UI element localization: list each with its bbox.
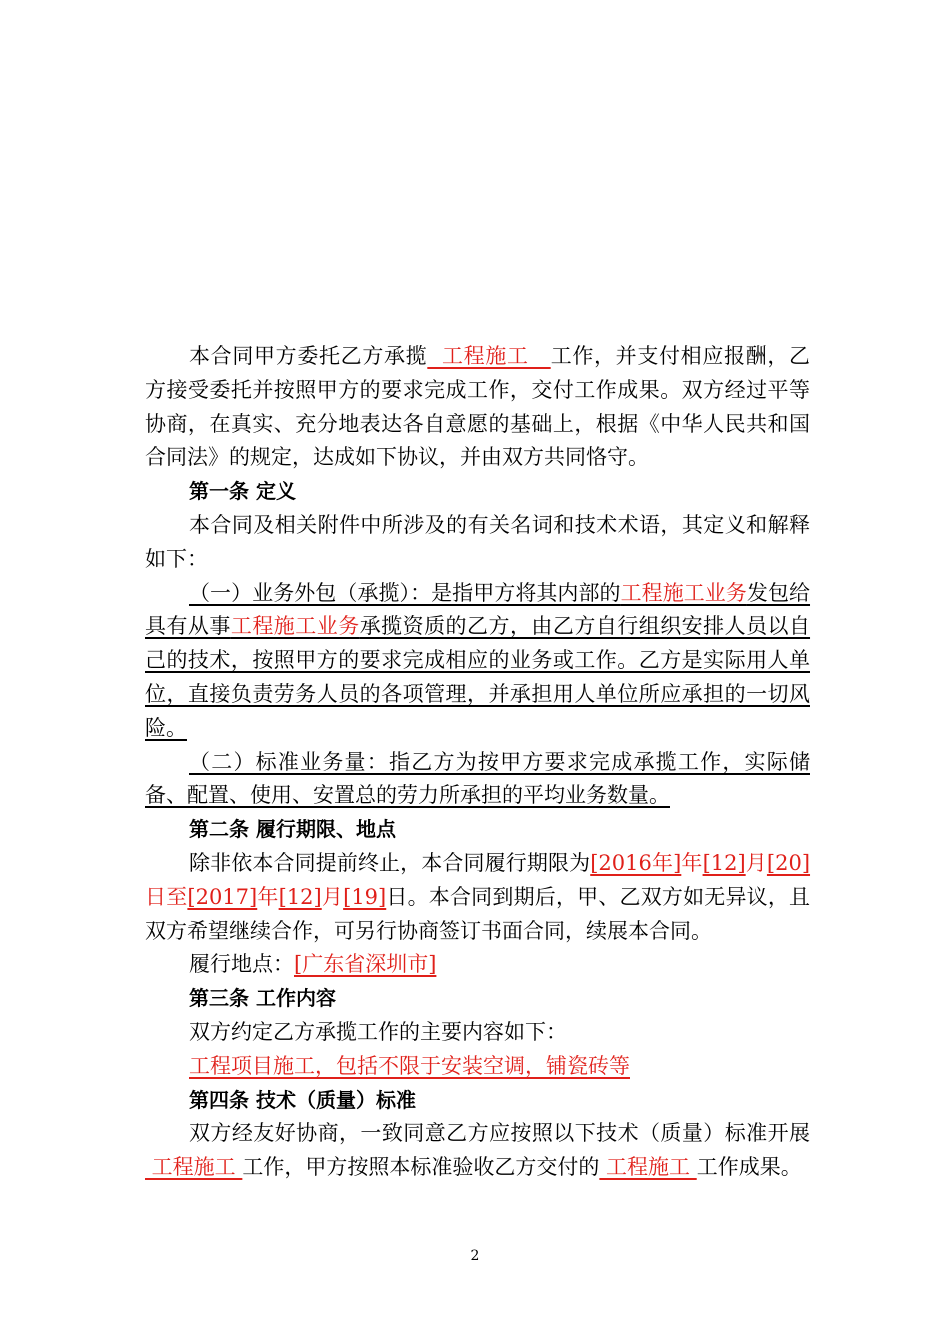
year-unit-1: 年 <box>681 850 703 875</box>
month-unit-2: 月 <box>321 884 344 909</box>
term-text-end: 日。本合同到期后，甲、乙双方如无异议，且双方希望继续合作，可另行协商签订书面合同，续展本合同。 <box>145 884 811 943</box>
article-4-heading: 第四条 技术（质量）标准 <box>189 1087 416 1112</box>
intro-paragraph <box>145 340 810 475</box>
place-label: 履行地点： <box>189 952 294 977</box>
business-field-2: 工程施工业务 <box>230 614 360 639</box>
end-month-field: [12] <box>278 884 322 909</box>
article-3-heading: 第三条 工作内容 <box>189 986 336 1011</box>
standard-text-3: 工作成果。 <box>696 1155 802 1180</box>
definition-text-3: 承揽资质的乙方，由乙方自行组织安排人员以自己的技术，按照甲方的要求完成相应的业务或工作。乙方是实际用人单位，直接负责劳务人员的各项管理，并承担用人单位所应承担的一切风险。 <box>145 614 811 740</box>
standard-text-2: 工作，甲方按照本标准验收乙方交付的 <box>242 1155 600 1180</box>
place-paragraph <box>145 948 810 982</box>
definition-outsourcing <box>145 577 810 746</box>
term-paragraph <box>145 847 810 948</box>
article-3-intro: 双方约定乙方承揽工作的主要内容如下： <box>189 1019 567 1044</box>
end-year-field: [2017] <box>187 884 258 909</box>
standard-paragraph <box>145 1117 810 1185</box>
end-day-field: [19] <box>343 884 387 909</box>
place-value-field: [广东省深圳市] <box>294 952 437 977</box>
definition-text-1: （一）业务外包（承揽）：是指甲方将其内部的 <box>189 580 621 605</box>
definition-standard-volume: （二）标准业务量：指乙方为按甲方要求完成承揽工作，实际储备、配置、使用、安置总的劳力所承担的平均业务数量。 <box>145 749 810 808</box>
work-content-field: 工程项目施工，包括不限于安装空调，铺瓷砖等 <box>189 1053 630 1078</box>
article-2-heading: 第二条 履行期限、地点 <box>189 817 396 842</box>
contract-body <box>145 340 810 1185</box>
day-unit-to: 日至 <box>145 884 188 909</box>
article-1-heading: 第一条 定义 <box>189 479 296 504</box>
article-1-intro: 本合同及相关附件中所涉及的有关名词和技术术语，其定义和解释如下： <box>145 512 810 571</box>
intro-text-2: 工作，并支付相应报酬，乙方接受委托并按照甲方的要求完成工作，交付工作成果。双方经过平等协商，在真实、充分地表达各自意愿的基础上，根据《中华人民共和国合同法》的规定，达成如下协议，并由双方共同恪守。 <box>145 344 810 470</box>
intro-text-1: 本合同甲方委托乙方承揽 <box>189 344 428 368</box>
standard-work-field-2: 工程施工 <box>599 1155 697 1180</box>
year-unit-2: 年 <box>257 884 279 909</box>
business-field-1: 工程施工业务 <box>620 580 747 605</box>
month-unit-1: 月 <box>745 850 767 875</box>
definition-text-2: 发包给具有从事 <box>145 580 811 639</box>
standard-work-field-1: 工程施工 <box>145 1155 243 1180</box>
start-month-field: [12] <box>702 850 746 875</box>
work-name-field: 工程施工 <box>427 344 551 368</box>
term-text-1: 除非依本合同提前终止，本合同履行期限为 <box>189 850 591 875</box>
work-content-paragraph <box>145 1050 810 1084</box>
start-year-field: [2016年] <box>590 850 682 875</box>
page-number: 2 <box>470 1248 480 1264</box>
start-day-field: [20] <box>766 850 811 875</box>
standard-text-1: 双方经友好协商，一致同意乙方应按照以下技术（质量）标准开展 <box>189 1121 810 1146</box>
